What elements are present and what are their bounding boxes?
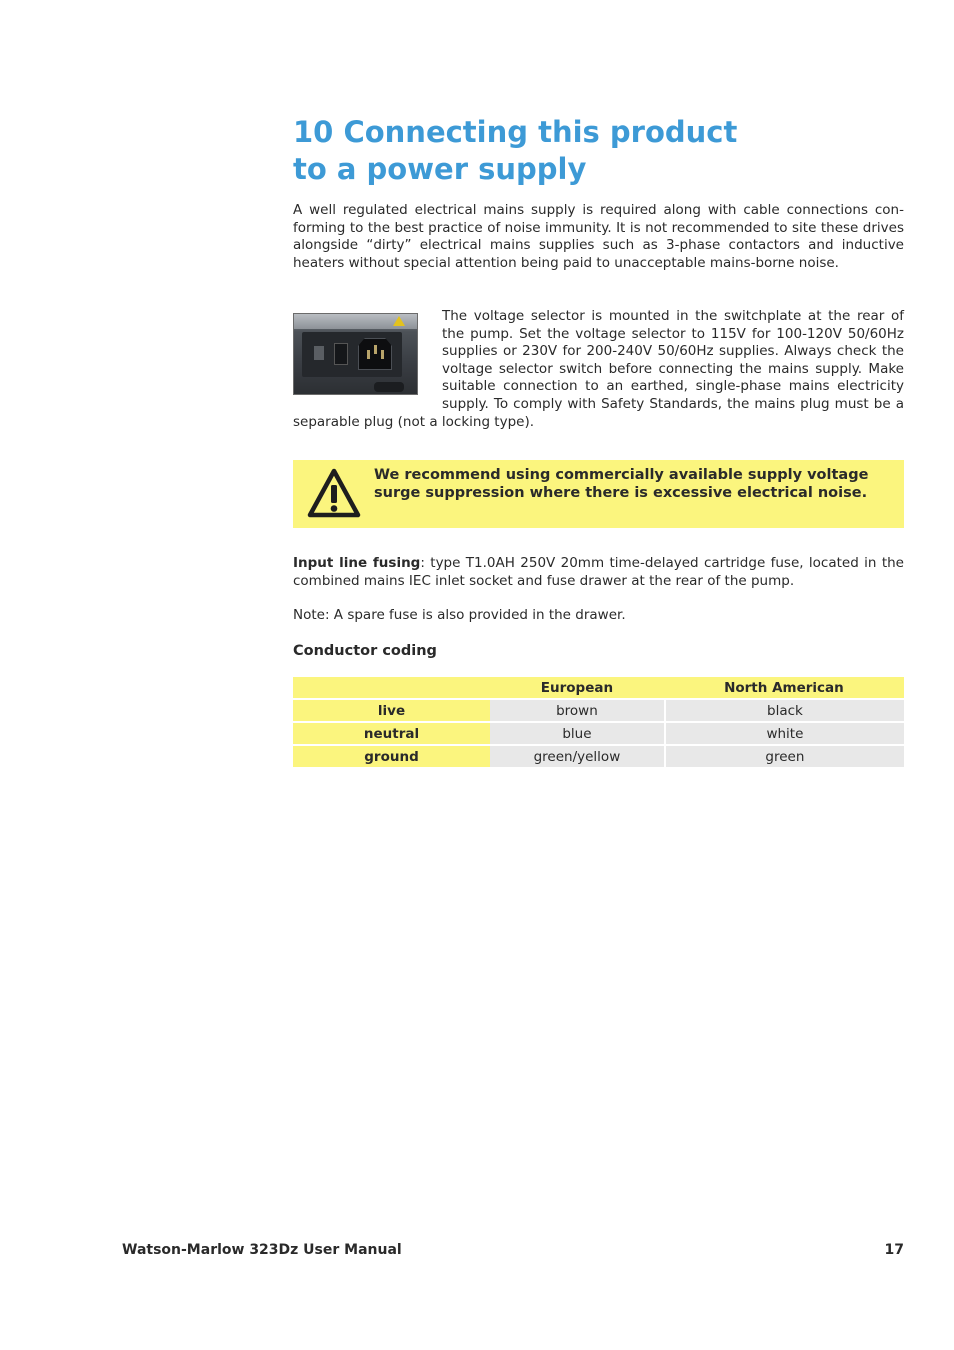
north-american-color: white — [664, 723, 904, 744]
voltage-selector-paragraph: The voltage selector is mounted in the switchplate at the rear of the pump. Set the voltage selector to 115V for 100-120V 50/60Hz supplies or 230V for 200-240V 50/60Hz supplies. Always check the voltage selector switch before connecting the mains supply. Make suitable connection to an earthed, single-phase mains electricity supply. To comply with Safety Standards, the mains plug must be a separable plug (not a locking type). — [293, 308, 904, 430]
conductor-coding-title: Conductor coding — [293, 643, 437, 659]
header-blank — [293, 677, 490, 698]
switchplate-photo — [293, 313, 418, 395]
page-title-line-1: 10 Connecting this product — [293, 115, 738, 149]
conductor-name: live — [293, 700, 490, 721]
table-row — [293, 723, 904, 744]
fusing-label: Input line fusing — [293, 555, 421, 571]
european-color: blue — [490, 723, 664, 744]
page-number: 17 — [884, 1242, 904, 1258]
header-north-american: North American — [664, 677, 904, 698]
note-paragraph: Note: A spare fuse is also provided in the drawer. — [293, 607, 626, 623]
conductor-coding-table — [293, 675, 904, 769]
page-title — [293, 114, 904, 188]
page-footer — [122, 1240, 904, 1260]
page-title-line-2: to a power supply — [293, 152, 587, 186]
conductor-name: ground — [293, 746, 490, 767]
table-row — [293, 700, 904, 721]
warning-text: We recommend using commercially available supply voltage surge suppression where there is excessive electrical noise. — [374, 467, 869, 501]
intro-paragraph: A well regulated electrical mains supply is required along with cable connections conforming to the best practice of noise immunity. It is not recommended to site these drives alongside “dirty” electrical mains supplies such as 3-phase contactors and inductive heaters without special attention being paid to unacceptable mains-borne noise. — [293, 202, 904, 271]
warning-box — [293, 460, 904, 528]
table-row — [293, 746, 904, 767]
north-american-color: green — [664, 746, 904, 767]
conductor-name: neutral — [293, 723, 490, 744]
manual-title: Watson-Marlow 323Dz User Manual — [122, 1242, 402, 1258]
warning-triangle-icon — [307, 468, 361, 518]
table-header-row — [293, 677, 904, 698]
fusing-paragraph — [293, 555, 904, 590]
fusing-text: : type T1.0AH 250V 20mm time-delayed cartridge fuse, located in the combined mains IEC inlet socket and fuse drawer at the rear of the pump. — [293, 555, 904, 589]
north-american-color: black — [664, 700, 904, 721]
european-color: brown — [490, 700, 664, 721]
header-european: European — [490, 677, 664, 698]
voltage-selector-section — [293, 308, 904, 431]
european-color: green/yellow — [490, 746, 664, 767]
